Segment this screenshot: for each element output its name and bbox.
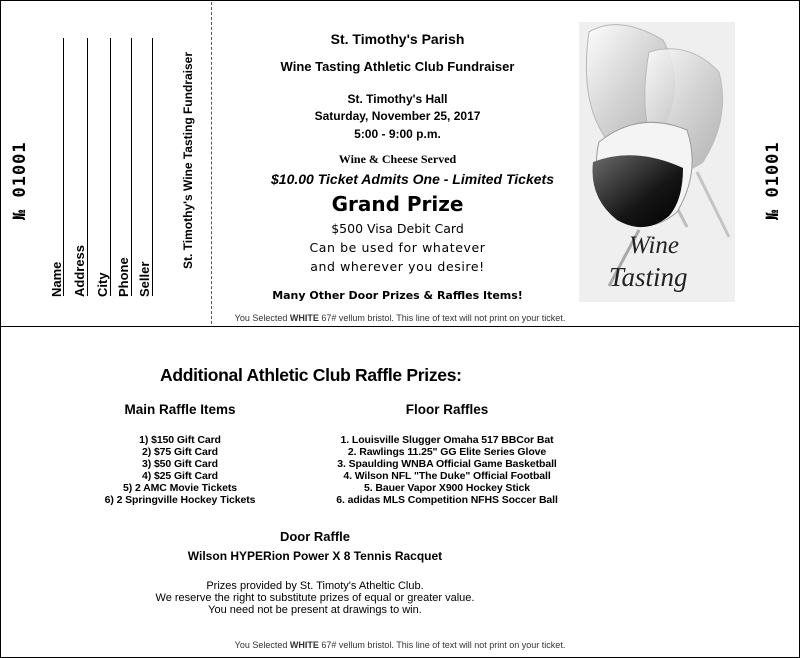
list-item: 6) 2 Springville Hockey Tickets xyxy=(104,494,256,506)
wine-tasting-image xyxy=(579,22,735,302)
event-time: 5:00 - 9:00 p.m. xyxy=(354,127,441,141)
other-prizes-line: Many Other Door Prizes & Raffles Items! xyxy=(272,289,523,302)
venue: St. Timothy's Hall xyxy=(347,92,448,106)
door-raffle-item: Wilson HYPERion Power X 8 Tennis Racquet xyxy=(187,549,443,563)
door-raffle-heading: Door Raffle xyxy=(279,529,351,544)
list-item: 2) $75 Gift Card xyxy=(141,446,218,458)
stub-title: St. Timothy's Wine Tasting Fundraiser xyxy=(181,52,195,269)
ticket-number-right: № 01001 xyxy=(763,141,783,220)
event-name: Wine Tasting Athletic Club Fundraiser xyxy=(280,59,515,74)
stub-label-seller: Seller xyxy=(137,261,152,297)
price-line: $10.00 Ticket Admits One - Limited Tickets xyxy=(271,171,554,187)
stub-line-phone xyxy=(131,38,132,296)
list-item: 6. adidas MLS Competition NFHS Soccer Ball xyxy=(336,494,558,506)
stub-label-city: City xyxy=(95,272,110,297)
wine-glasses-illustration xyxy=(579,22,735,302)
stub-line-seller xyxy=(152,38,153,296)
stub-label-phone: Phone xyxy=(116,257,131,297)
stub-line-city xyxy=(110,38,111,296)
org-name: St. Timothy's Parish xyxy=(330,31,465,47)
stub-label-address: Address xyxy=(72,244,87,297)
list-item: 5) 2 AMC Movie Tickets xyxy=(123,482,237,494)
wine-image-text-1: Wine xyxy=(629,232,679,259)
print-note-color: WHITE xyxy=(289,313,319,323)
list-item: 4) $25 Gift Card xyxy=(141,470,218,482)
served-line: Wine & Cheese Served xyxy=(338,152,457,166)
print-note-prefix: You Selected xyxy=(234,313,290,323)
grand-prize-line-1: $500 Visa Debit Card xyxy=(331,221,464,236)
grand-prize-line-2: Can be used for whatever xyxy=(309,240,486,255)
print-note-front xyxy=(215,313,585,323)
perforation-line xyxy=(211,2,212,324)
ticket-number-left: № 01001 xyxy=(10,141,30,220)
print-note-prefix: You Selected xyxy=(234,640,290,650)
provided-line-2: We reserve the right to substitute prizes of equal or greater value. xyxy=(155,592,475,604)
event-date: Saturday, November 25, 2017 xyxy=(314,109,481,123)
floor-raffles-list xyxy=(322,434,572,506)
list-item: 5. Bauer Vapor X900 Hockey Stick xyxy=(363,482,531,494)
stub-label-name: Name xyxy=(49,261,64,297)
list-item: 4. Wilson NFL "The Duke" Official Football xyxy=(343,470,551,482)
print-note-suffix: 67# vellum bristol. This line of text will not print on your ticket. xyxy=(318,640,566,650)
list-item: 3) $50 Gift Card xyxy=(141,458,218,470)
list-item: 1. Louisville Slugger Omaha 517 BBCor Bat xyxy=(340,434,554,446)
wine-image-text-2: Tasting xyxy=(609,262,688,292)
stub-line-address xyxy=(87,38,88,296)
print-note-back xyxy=(215,640,585,650)
back-heading: Additional Athletic Club Raffle Prizes: xyxy=(160,365,462,385)
list-item: 3. Spaulding WNBA Official Game Basketball xyxy=(337,458,557,470)
list-item: 1) $150 Gift Card xyxy=(139,434,221,446)
main-raffle-list xyxy=(80,434,280,506)
grand-prize-heading: Grand Prize xyxy=(331,192,464,216)
grand-prize-line-3: and wherever you desire! xyxy=(310,259,485,274)
list-item: 2. Rawlings 11.25" GG Elite Series Glove xyxy=(347,446,547,458)
stub-line-name xyxy=(63,38,64,296)
print-note-suffix: 67# vellum bristol. This line of text will not print on your ticket. xyxy=(318,313,566,323)
provided-line-3: You need not be present at drawings to win. xyxy=(208,604,422,616)
floor-raffles-heading: Floor Raffles xyxy=(405,402,489,417)
provided-line-1: Prizes provided by St. Timoty's Atheltic Club. xyxy=(206,580,424,592)
main-raffle-heading: Main Raffle Items xyxy=(124,402,236,417)
print-note-color: WHITE xyxy=(289,640,319,650)
